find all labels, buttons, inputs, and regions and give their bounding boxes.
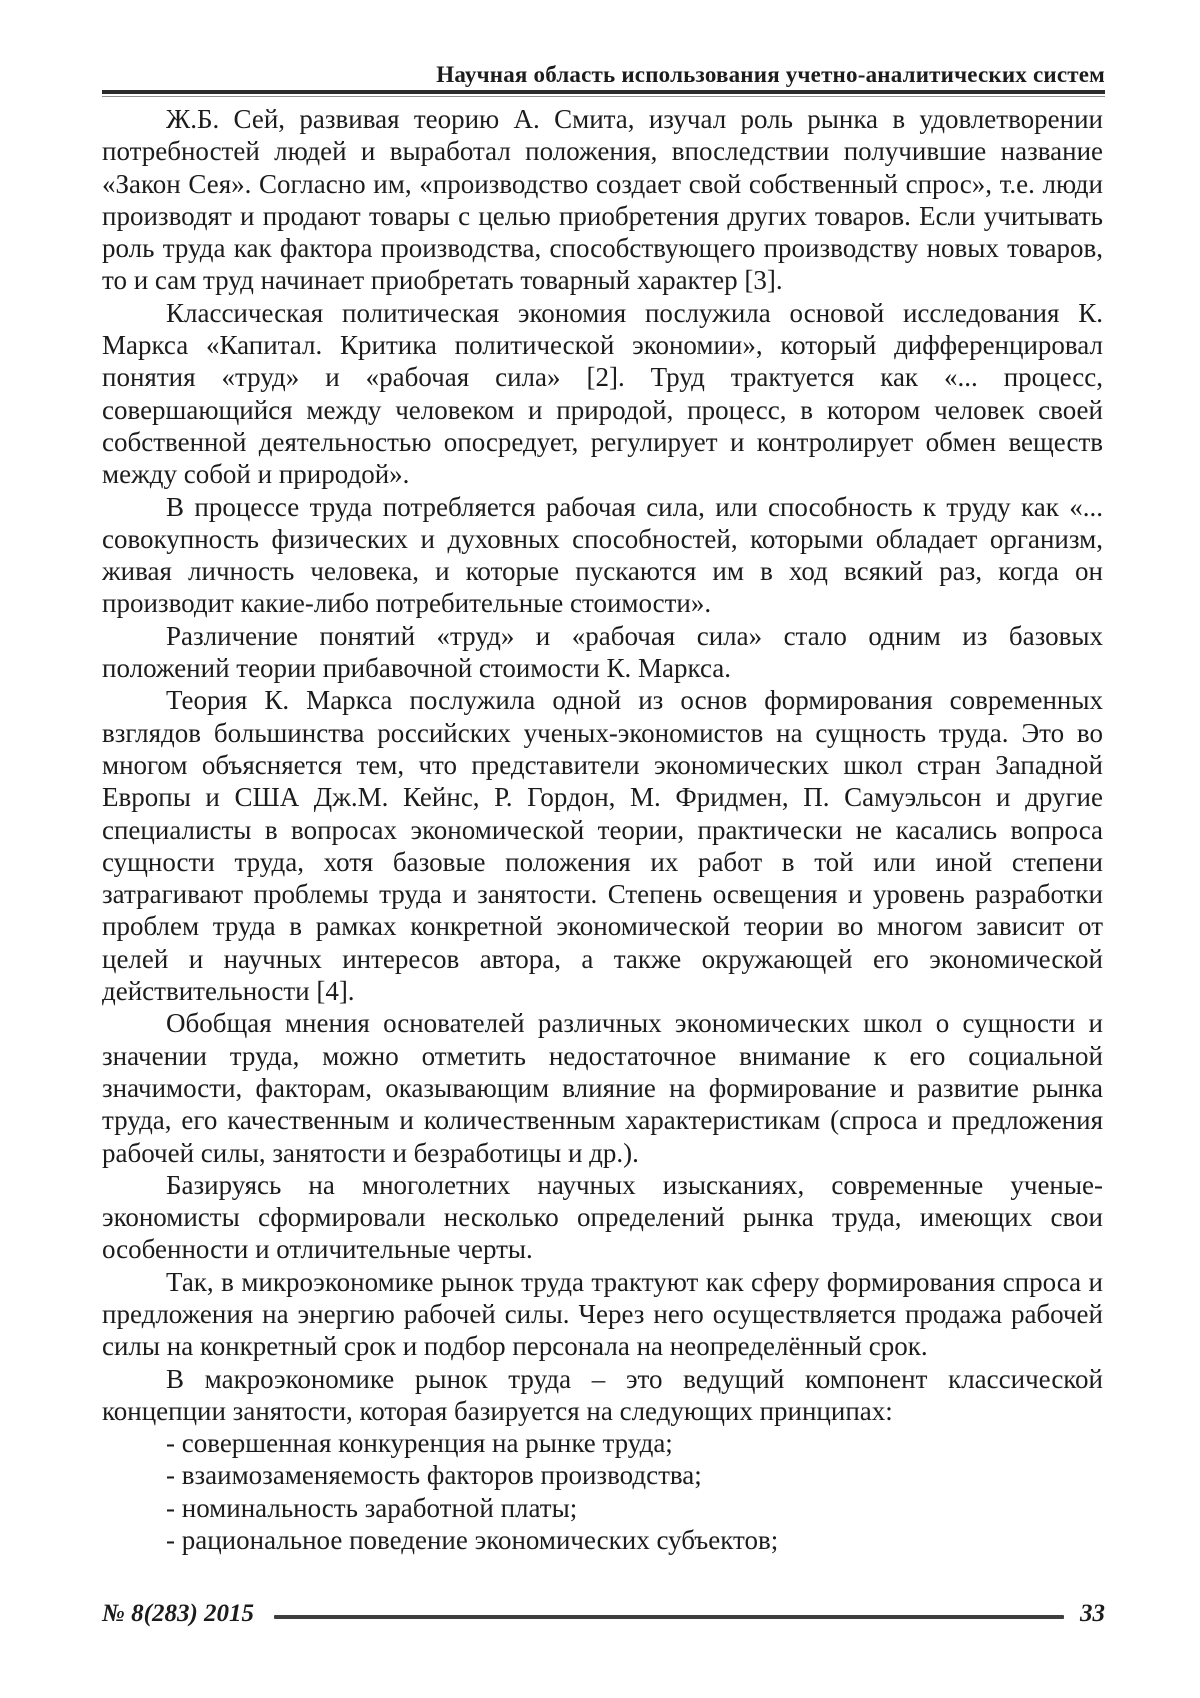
list-item: - номинальность заработной платы; xyxy=(166,1492,578,1523)
body-paragraph: Обобщая мнения основателей различных экономических школ о сущности и значении труда, можно отметить недостаточное внимание к его социальной значимости, факторам, оказывающим влияние на формирование и развитие рынка труда, его качественным и количественным характеристикам (спроса и предложения рабочей силы, занятости и безработицы и др.). xyxy=(102,1008,1103,1168)
page-footer xyxy=(102,1600,1105,1628)
body-paragraph: В процессе труда потребляется рабочая сила, или способность к труду как «... совокупность физических и духовных способностей, которыми обладает организм, живая личность человека, и которые пускаются им в ход всякий раз, когда он производит какие-либо потребительные стоимости». xyxy=(102,491,1103,619)
body-paragraph: Классическая политическая экономия послужила основой исследования К. Маркса «Капитал. Критика политической экономии», который дифференцировал понятия «труд» и «рабочая сила» [2]. Труд трактуется как «... процесс, совершающийся между человеком и природой, процесс, в котором человек своей собственной деятельностью опосредует, регулирует и контролирует обмен веществ между собой и природой». xyxy=(102,297,1103,490)
header-rule xyxy=(102,90,1105,97)
body-paragraph: В макроэкономике рынок труда – это ведущий компонент классической концепции занятости, которая базируется на следующих принципах: xyxy=(102,1363,1103,1426)
footer-rule xyxy=(274,1615,1064,1619)
body-paragraph: Различение понятий «труд» и «рабочая сила» стало одним из базовых положений теории прибавочной стоимости К. Маркса. xyxy=(102,620,1103,684)
list-item: - рациональное поведение экономических субъектов; xyxy=(166,1525,779,1556)
body-paragraph: Ж.Б. Сей, развивая теорию А. Смита, изучал роль рынка в удовлетворении потребностей людей и выработал положения, впоследствии получившие название «Закон Сея». Согласно им, «производство создает свой собственный спрос», т.е. люди производят и продают товары с целью приобретения других товаров. Если учитывать роль труда как фактора производства, способствующего производству новых товаров, то и сам труд начинает приобретать товарный характер [3]. xyxy=(102,104,1103,296)
page-header xyxy=(102,62,1105,97)
body-paragraph: Базируясь на многолетних научных изысканиях, современные ученые-экономисты сформировали несколько определений рынка труда, имеющих свои особенности и отличительные черты. xyxy=(102,1169,1103,1265)
body-paragraph: Теория К. Маркса послужила одной из основ формирования современных взглядов большинства российских ученых-экономистов на сущность труда. Это во многом объясняется тем, что представители экономических школ стран Западной Европы и США Дж.М. Кейнс, Р. Гордон, М. Фридмен, П. Самуэльсон и другие специалисты в вопросах экономической теории, практически не касались вопроса сущности труда, хотя базовые положения их работ в той или иной степени затрагивают проблемы труда и занятости. Степень освещения и уровень разработки проблем труда в рамках конкретной экономической теории во многом зависит от целей и научных интересов автора, а также окружающей его экономической действительности [4]. xyxy=(102,685,1103,1007)
list-item: - взаимозаменяемость факторов производства; xyxy=(166,1460,702,1491)
page-number: 33 xyxy=(1080,1600,1105,1627)
list-item: - совершенная конкуренция на рынке труда; xyxy=(166,1428,673,1459)
issue-label: № 8(283) 2015 xyxy=(102,1600,255,1627)
body-paragraph: Так, в микроэкономике рынок труда трактуют как сферу формирования спроса и предложения на энергию рабочей силы. Через него осуществляется продажа рабочей силы на конкретный срок и подбор персонала на неопределённый срок. xyxy=(102,1266,1103,1362)
article-body xyxy=(102,103,1103,1556)
running-header-title: Научная область использования учетно-аналитических систем xyxy=(436,62,1105,87)
